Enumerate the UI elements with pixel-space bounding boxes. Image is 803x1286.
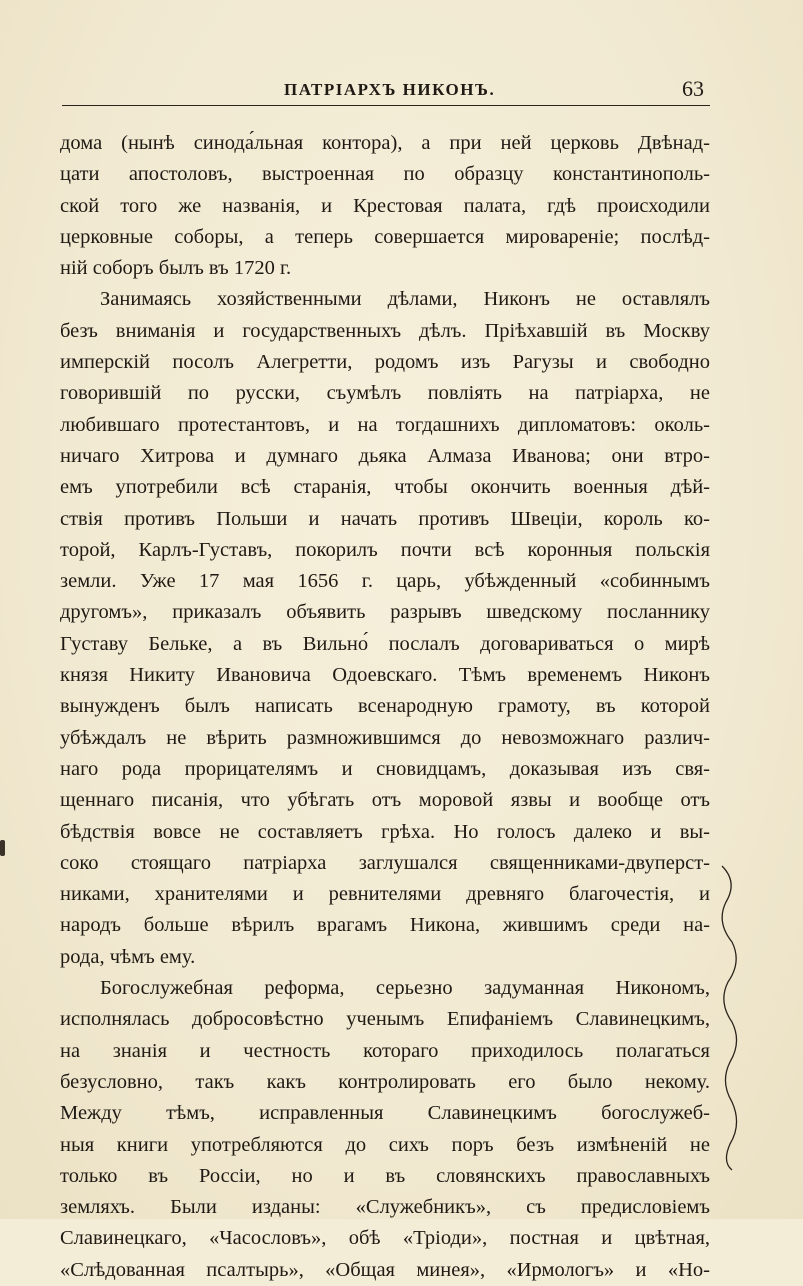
- text-line: ній соборъ былъ въ 1720 г.: [60, 257, 292, 280]
- text-line: князя Никиту Ивановича Одоевскаго. Тѣмъ временемъ Никонъ: [60, 664, 710, 687]
- running-header: [62, 74, 710, 104]
- text-line: бѣдствія вовсе не составляетъ грѣха. Но голосъ далеко и вы-: [60, 820, 710, 843]
- text-line: ствія противъ Польши и начать противъ Швеціи, король ко-: [60, 507, 710, 530]
- text-line: другомъ», приказалъ объявить разрывъ шведскому посланнику: [60, 601, 710, 624]
- text-line: исполнялась добросовѣстно ученымъ Епифаніемъ Славинецкимъ,: [60, 1008, 710, 1031]
- text-line: имперскій посолъ Алегретти, родомъ изъ Рагузы и свободно: [60, 351, 710, 374]
- text-line: земли. Уже 17 мая 1656 г. царь, убѣжденный «собиннымъ: [60, 570, 710, 593]
- margin-bracket-mark: [718, 862, 742, 1174]
- text-line: ничаго Хитрова и думнаго дьяка Алмаза Иванова; они втро-: [60, 444, 710, 467]
- text-line: говорившій по русски, съумѣлъ повліять на патріарха, не: [60, 382, 710, 405]
- text-line: дома (нынѣ синода́льная контора), а при ней церковь Двѣнад-: [60, 132, 710, 154]
- page-edge-mark: [0, 840, 5, 856]
- header-rule: [62, 105, 710, 106]
- text-line: цати апостоловъ, выстроенная по образцу константинополь-: [60, 163, 710, 186]
- text-line: безъ вниманія и государственныхъ дѣлъ. Пріѣхавшій въ Москву: [60, 319, 710, 342]
- text-line: щеннаго писанія, что убѣгать отъ моровой язвы и вообще отъ: [60, 789, 710, 812]
- text-line: церковные соборы, а теперь совершается мировареніе; послѣд-: [60, 225, 710, 248]
- text-line: «Слѣдованная псалтырь», «Общая минея», «Ирмологъ» и «Но-: [60, 1258, 710, 1281]
- text-line: никами, хранителями и ревнителями древняго благочестія, и: [60, 883, 710, 906]
- text-line: только въ Россіи, но и въ словянскихъ православныхъ: [60, 1164, 710, 1187]
- text-line: Между тѣмъ, исправленныя Славинецкимъ богослужеб-: [60, 1102, 710, 1125]
- text-line: торой, Карлъ-Густавъ, покорилъ почти всѣ коронныя польскія: [60, 538, 710, 561]
- text-line: на знанія и честность котораго приходилось полагаться: [60, 1039, 710, 1062]
- text-line: емъ употребили всѣ старанія, чтобы окончить военныя дѣй-: [60, 476, 710, 499]
- text-line: ныя книги употребляются до сихъ поръ безъ измѣненій не: [60, 1133, 710, 1156]
- running-title: ПАТРІАРХЪ НИКОНЪ.: [284, 80, 496, 99]
- text-line: любившаго протестантовъ, и на тогдашнихъ дипломатовъ: околь-: [60, 413, 710, 436]
- page-number: 63: [682, 76, 704, 101]
- body-text: [60, 128, 710, 1286]
- text-line: убѣждалъ не вѣрить размножившимся до невозможнаго различ-: [60, 726, 710, 749]
- text-line: Густаву Бельке, а въ Вильно́ послалъ договариваться о мирѣ: [60, 632, 710, 655]
- text-line: Славинецкаго, «Часословъ», обѣ «Тріоди», постная и цвѣтная,: [60, 1227, 710, 1250]
- text-line: ской того же названія, и Крестовая палата, гдѣ происходили: [60, 194, 710, 217]
- text-line: народъ больше вѣрилъ врагамъ Никона, жившимъ среди на-: [60, 914, 710, 937]
- text-line: соко стоящаго патріарха заглушался священниками-двуперст-: [60, 851, 710, 874]
- text-line: безусловно, такъ какъ контролировать его было некому.: [60, 1070, 710, 1093]
- text-line: наго рода прорицателямъ и сновидцамъ, доказывая изъ свя-: [60, 757, 710, 780]
- text-line: рода, чѣмъ ему.: [60, 945, 196, 968]
- paragraph-start-line: Занимаясь хозяйственными дѣлами, Никонъ не оставлялъ: [100, 288, 710, 311]
- text-line: земляхъ. Были изданы: «Служебникъ», съ предисловіемъ: [60, 1196, 710, 1219]
- text-line: вынужденъ былъ написать всенародную грамоту, въ которой: [60, 695, 710, 718]
- paragraph-start-line: Богослужебная реформа, серьезно задуманная Никономъ,: [100, 977, 710, 1000]
